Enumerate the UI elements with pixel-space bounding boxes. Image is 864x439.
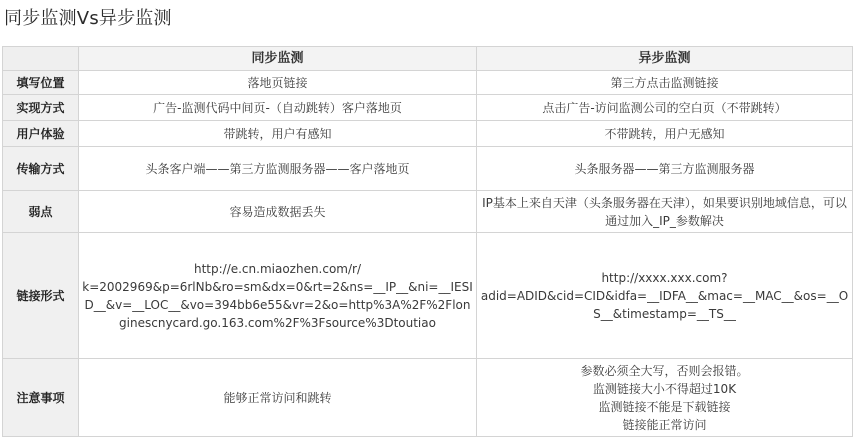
header-sync: 同步监测 bbox=[79, 47, 477, 71]
async-cell: 第三方点击监测链接 bbox=[477, 71, 853, 95]
page-title: 同步监测Vs异步监测 bbox=[4, 8, 172, 29]
sync-cell: 落地页链接 bbox=[79, 71, 477, 95]
table-header-row bbox=[3, 47, 853, 71]
table-row bbox=[3, 121, 853, 147]
row-label: 传输方式 bbox=[3, 147, 79, 191]
sync-cell: 容易造成数据丢失 bbox=[79, 191, 477, 233]
async-cell: 不带跳转，用户无感知 bbox=[477, 121, 853, 147]
table-row bbox=[3, 95, 853, 121]
table-row bbox=[3, 233, 853, 359]
sync-cell: 广告-监测代码中间页-（自动跳转）客户落地页 bbox=[79, 95, 477, 121]
table-row bbox=[3, 71, 853, 95]
sync-cell: 能够正常访问和跳转 bbox=[79, 359, 477, 437]
header-corner-cell bbox=[3, 47, 79, 71]
async-cell: 点击广告-访问监测公司的空白页（不带跳转） bbox=[477, 95, 853, 121]
sync-link-cell: http://e.cn.miaozhen.com/r/ k=2002969&p=6rlNb&ro=sm&dx=0&rt=2&ns=__IP__&ni=__IESID__&v=__LOC__&vo=394bb6e55&vr=2&o=http%3A%2F%2Flonginescnycard.go.163.com%2F%3Fsource%3Dtoutiao bbox=[79, 233, 477, 359]
async-notes-cell: 参数必须全大写，否则会报错。 监测链接大小不得超过10K 监测链接不能是下载链接 链接能正常访问 bbox=[477, 359, 853, 437]
row-label: 填写位置 bbox=[3, 71, 79, 95]
async-cell: 头条服务器——第三方监测服务器 bbox=[477, 147, 853, 191]
table-row bbox=[3, 191, 853, 233]
table-row bbox=[3, 359, 853, 437]
row-label: 注意事项 bbox=[3, 359, 79, 437]
async-cell: IP基本上来自天津（头条服务器在天津），如果要识别地域信息，可以通过加入_IP_参数解决 bbox=[477, 191, 853, 233]
table-row bbox=[3, 147, 853, 191]
row-label: 链接形式 bbox=[3, 233, 79, 359]
row-label: 用户体验 bbox=[3, 121, 79, 147]
row-label: 实现方式 bbox=[3, 95, 79, 121]
sync-cell: 头条客户端——第三方监测服务器——客户落地页 bbox=[79, 147, 477, 191]
header-async: 异步监测 bbox=[477, 47, 853, 71]
comparison-table bbox=[2, 46, 853, 437]
async-link-cell: http://xxxx.xxx.com? adid=ADID&cid=CID&idfa=__IDFA__&mac=__MAC__&os=__OS__&timestamp=__TS__ bbox=[477, 233, 853, 359]
row-label: 弱点 bbox=[3, 191, 79, 233]
sync-cell: 带跳转，用户有感知 bbox=[79, 121, 477, 147]
